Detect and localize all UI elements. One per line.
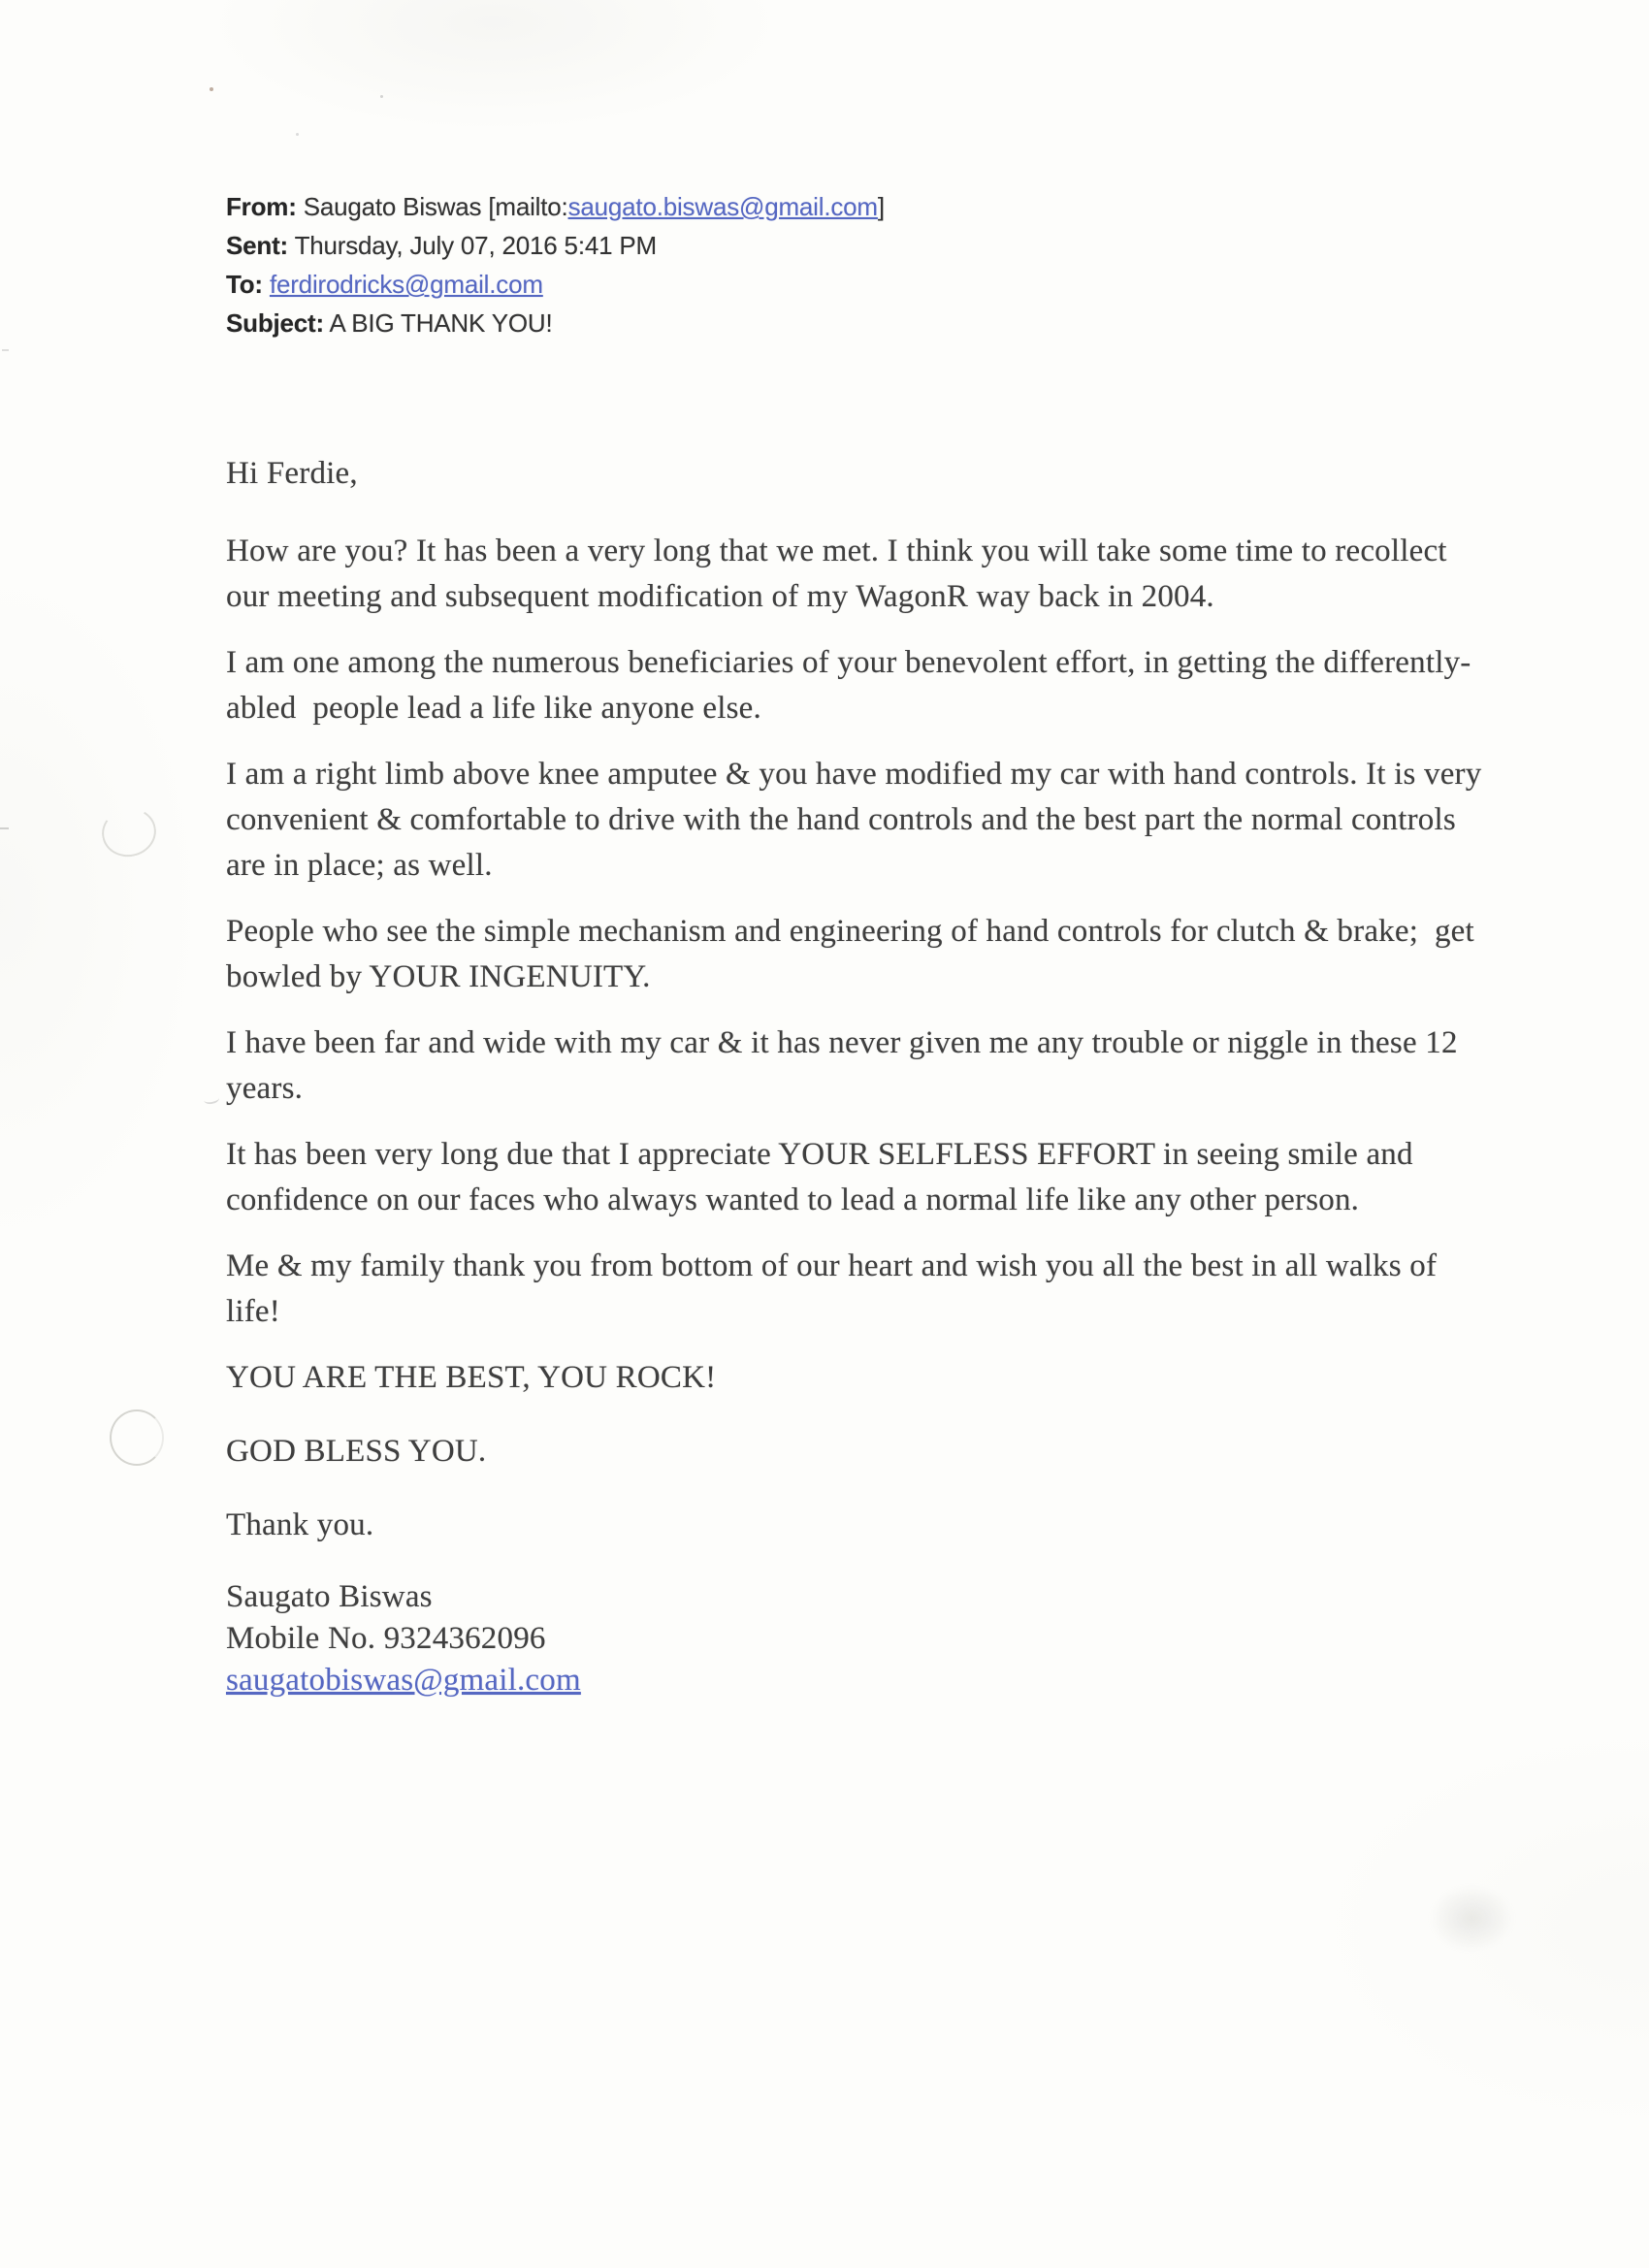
hole-punch-mark (97, 803, 160, 862)
body-line: Thank you. (226, 1507, 374, 1542)
body-line: convenient & comfortable to drive with the hand controls and the best part the normal controls (226, 802, 1456, 837)
paragraph (226, 909, 1545, 1000)
paragraph (226, 529, 1545, 620)
to-email-link[interactable]: ferdirodricks@gmail.com (269, 270, 543, 299)
to-space (263, 270, 270, 299)
body-line: confidence on our faces who always wanted to lead a normal life like any other person. (226, 1183, 1360, 1217)
paragraph (226, 1132, 1545, 1223)
body-line: It has been very long due that I appreciate YOUR SELFLESS EFFORT in seeing smile and (226, 1137, 1413, 1172)
signature-email-link[interactable]: saugatobiswas@gmail.com (226, 1663, 581, 1698)
body-line: YOU ARE THE BEST, YOU ROCK! (226, 1360, 717, 1395)
greeting (226, 451, 1545, 497)
sent-label: Sent: (226, 231, 289, 260)
letter-content (226, 187, 1545, 1701)
from-email-link[interactable]: saugato.biswas@gmail.com (567, 192, 878, 221)
body-line: GOD BLESS YOU. (226, 1434, 487, 1469)
closing-line (226, 1429, 1545, 1474)
scan-smudge (1426, 1882, 1518, 1955)
scan-mark (0, 827, 9, 829)
closing-line (226, 1355, 1545, 1401)
scan-mark (203, 1093, 219, 1106)
from-name: Saugato Biswas [mailto: (296, 192, 568, 221)
scan-speck (296, 133, 299, 136)
body-line: I have been far and wide with my car & it has never given me any trouble or niggle in these 12 (226, 1025, 1458, 1060)
body-line: abled people lead a life like anyone else. (226, 691, 761, 726)
email-header (226, 187, 1545, 342)
signature-name: Saugato Biswas (226, 1579, 433, 1614)
body-line: I am one among the numerous beneficiaries of your benevolent effort, in getting the differently- (226, 645, 1471, 680)
paragraph (226, 640, 1545, 731)
scan-mark (2, 349, 9, 351)
body-line: bowled by YOUR INGENUITY. (226, 959, 651, 994)
body-line: years. (226, 1071, 304, 1106)
body-line: How are you? It has been a very long that we met. I think you will take some time to recollect (226, 534, 1447, 568)
body-line: I am a right limb above knee amputee & you have modified my car with hand controls. It is very (226, 757, 1482, 792)
subject-label: Subject: (226, 308, 324, 338)
subject-value: A BIG THANK YOU! (323, 308, 553, 338)
email-body (226, 451, 1545, 1701)
body-line: our meeting and subsequent modification of my WagonR way back in 2004. (226, 579, 1214, 614)
to-label: To: (226, 270, 263, 299)
body-line: Hi Ferdie, (226, 456, 358, 491)
body-line: are in place; as well. (226, 848, 493, 883)
header-subject-line (226, 304, 1545, 342)
closing-line (226, 1503, 1545, 1548)
paragraph (226, 1244, 1545, 1335)
from-bracket: ] (877, 192, 885, 221)
paragraph (226, 752, 1545, 889)
body-line: People who see the simple mechanism and engineering of hand controls for clutch & brake; get (226, 914, 1474, 949)
header-from-line (226, 187, 1545, 226)
sent-value: Thursday, July 07, 2016 5:41 PM (288, 231, 657, 260)
from-label: From: (226, 192, 297, 221)
scan-speck (380, 95, 383, 98)
body-line: life! (226, 1294, 280, 1329)
header-sent-line (226, 226, 1545, 265)
paragraph (226, 1021, 1545, 1112)
body-line: Me & my family thank you from bottom of our heart and wish you all the best in all walks of (226, 1248, 1438, 1283)
scan-speck (210, 87, 213, 91)
signature-block (226, 1576, 1545, 1701)
hole-punch-mark (110, 1409, 164, 1466)
signature-mobile: Mobile No. 9324362096 (226, 1621, 546, 1656)
header-to-line (226, 265, 1545, 304)
